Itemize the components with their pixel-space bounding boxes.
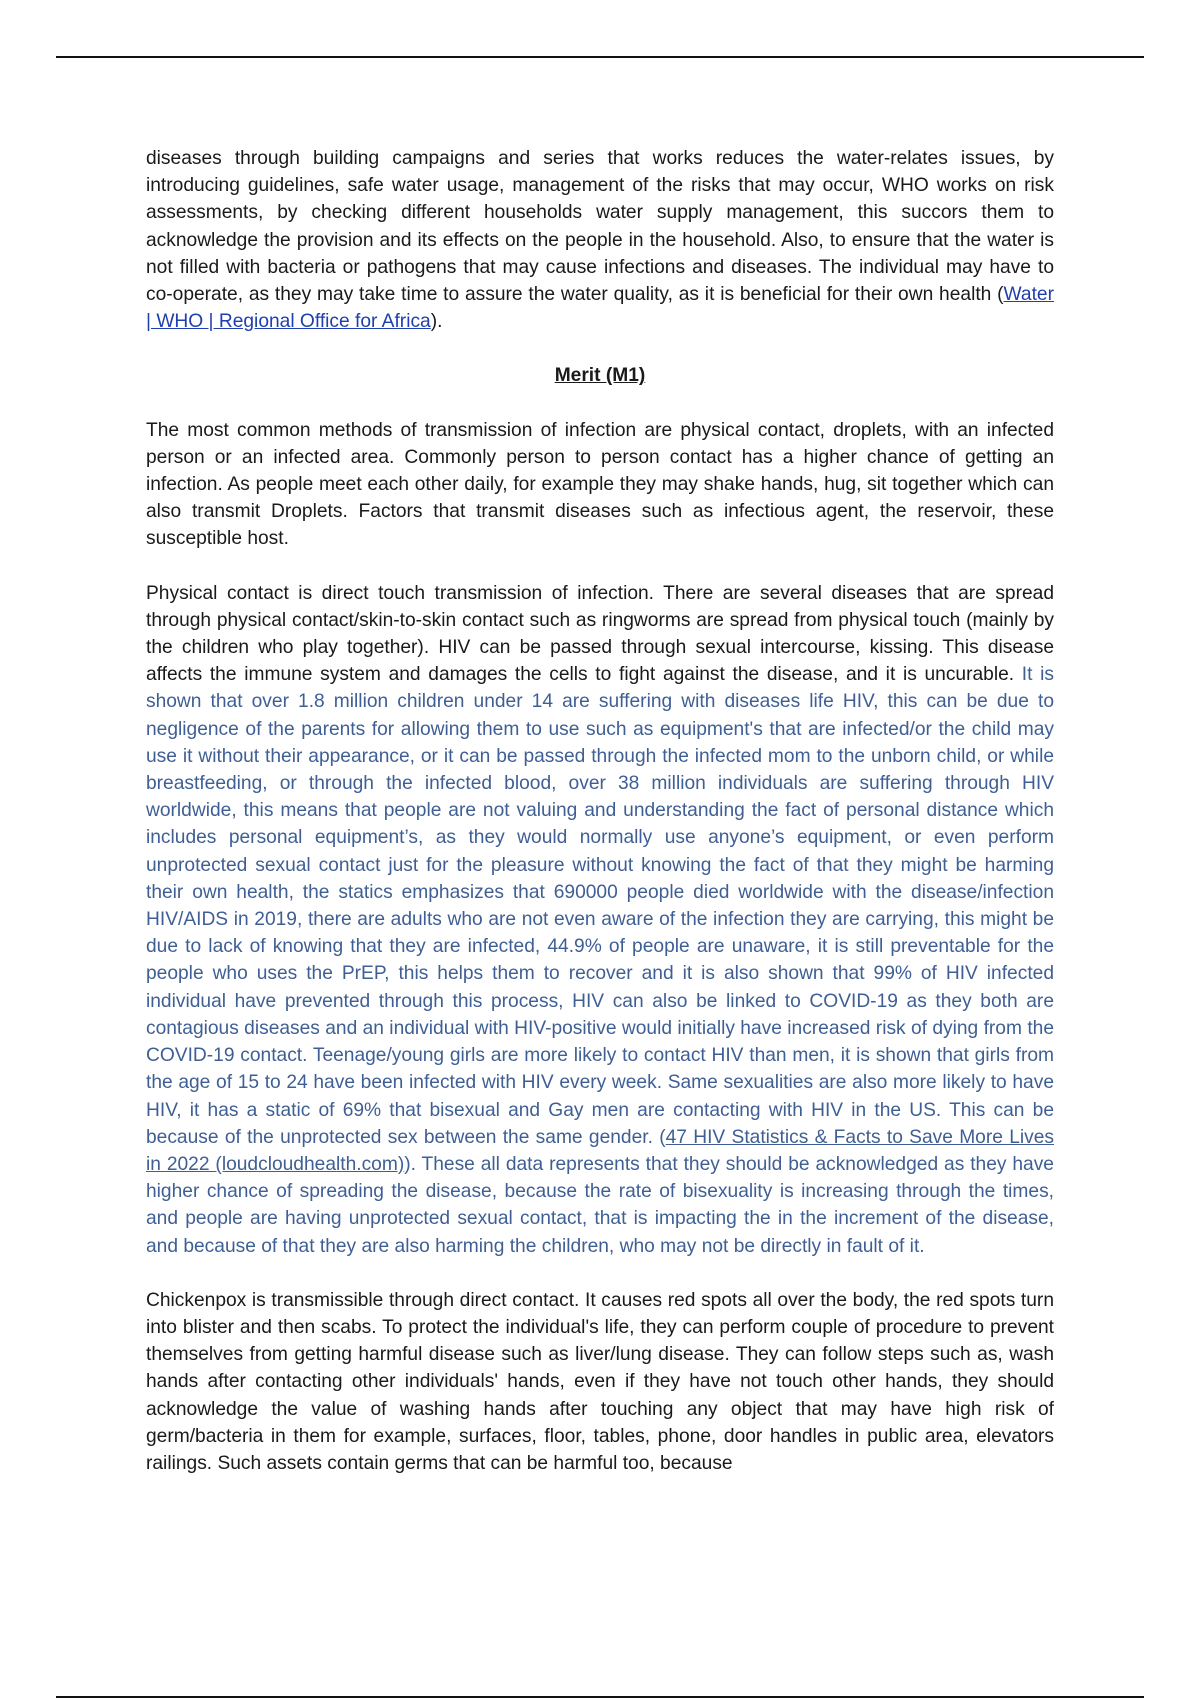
section-heading-merit: Merit (M1) bbox=[554, 365, 646, 387]
paragraph-physical-contact bbox=[146, 580, 1054, 1260]
paragraph-text-end: ). bbox=[430, 311, 443, 333]
highlighted-text bbox=[146, 664, 1054, 1256]
paragraph-text: Physical contact is direct touch transmission of infection. There are several diseases that are spread through physical contact/skin-to-skin contact such as ringworms are spread from physical touch (mainly by the children who play together). HIV can be passed through sexual intercourse, kissing. This disease affects the immune system and damages the cells to fight against the disease, and it is uncurable. bbox=[146, 582, 1054, 686]
paragraph-water-who bbox=[146, 145, 1054, 335]
who-africa-link[interactable]: Water | WHO | Regional Office for Africa bbox=[146, 284, 1054, 333]
hiv-statistics-link[interactable]: 47 HIV Statistics & Facts to Save More Lives in 2022 (loudcloudhealth.com) bbox=[146, 1126, 1054, 1175]
paragraph-chickenpox: Chickenpox is transmissible through direct contact. It causes red spots all over the body, the red spots turn into blister and then scabs. To protect the individual's life, they can perform couple of procedure to prevent themselves from getting harmful disease such as liver/lung disease. They can follow steps such as, wash hands after contacting other individuals' hands, even if they have not touch other hands, they should acknowledge the value of washing hands after touching any object that may have high risk of germ/bacteria in them for example, surfaces, floor, tables, phone, door handles in public area, elevators railings. Such assets contain germs that can be harmful too, because bbox=[146, 1289, 1054, 1474]
document-body bbox=[146, 145, 1054, 1504]
paragraph-transmission-methods: The most common methods of transmission of infection are physical contact, droplets, with an infected person or an infected area. Commonly person to person contact has a higher chance of getting an infection. As people meet each other daily, for example they may shake hands, hug, sit together which can also transmit Droplets. Factors that transmit diseases such as infectious agent, the reservoir, these susceptible host. bbox=[146, 419, 1054, 550]
highlighted-text-main: It is shown that over 1.8 million children under 14 are suffering with diseases life HIV, this can be due to negligence of the parents for allowing them to use such as equipment's that are infected/or the child may use it without their appearance, or it can be passed through the infected mom to the unborn child, or while breastfeeding, or through the infected blood, over 38 million individuals are suffering through HIV worldwide, this means that people are not valuing and understanding the fact of personal distance which includes personal equipment’s, as they would normally use anyone’s equipment, or even perform unprotected sexual contact just for the pleasure without knowing the fact of that they might be harming their own health, the statics emphasizes that 690000 people died worldwide with the disease/infection HIV/AIDS in 2019, there are adults who are not even aware of the infection they are carrying, this might be due to lack of knowing that they are infected, 44.9% of people are unaware, it is still preventable for the people who uses the PrEP, this helps them to recover and it is also shown that 99% of HIV infected individual have prevented through this process, HIV can also be linked to COVID-19 as they both are contagious diseases and an individual with HIV-positive would initially have increased risk of dying from the COVID-19 contact. Teenage/young girls are more likely to contact HIV than men, it is shown that girls from the age of 15 to 24 have been infected with HIV every week. Same sexualities are also more likely to have HIV, it has a static of 69% that bisexual and Gay men are contacting with HIV in the US. This can be because of the unprotected sex between the same gender. ( bbox=[146, 664, 1054, 1148]
highlighted-text-end: ). These all data represents that they should be acknowledged as they have higher chance of spreading the disease, because the rate of bisexuality is increasing through the times, and people are having unprotected sexual contact, that is impacting the in the increment of the disease, and because of that they are also harming the children, who may not be directly in fault of it. bbox=[146, 1153, 1054, 1257]
paragraph-text: diseases through building campaigns and series that works reduces the water-relates issues, by introducing guidelines, safe water usage, management of the risks that may occur, WHO works on risk assessments, by checking different households water supply management, this succors them to acknowledge the provision and its effects on the people in the household. Also, to ensure that the water is not filled with bacteria or pathogens that may cause infections and diseases. The individual may have to co-operate, as they may take time to assure the water quality, as it is beneficial for their own health ( bbox=[146, 148, 1054, 306]
footer-rule bbox=[56, 1696, 1144, 1698]
header-rule bbox=[56, 56, 1144, 58]
